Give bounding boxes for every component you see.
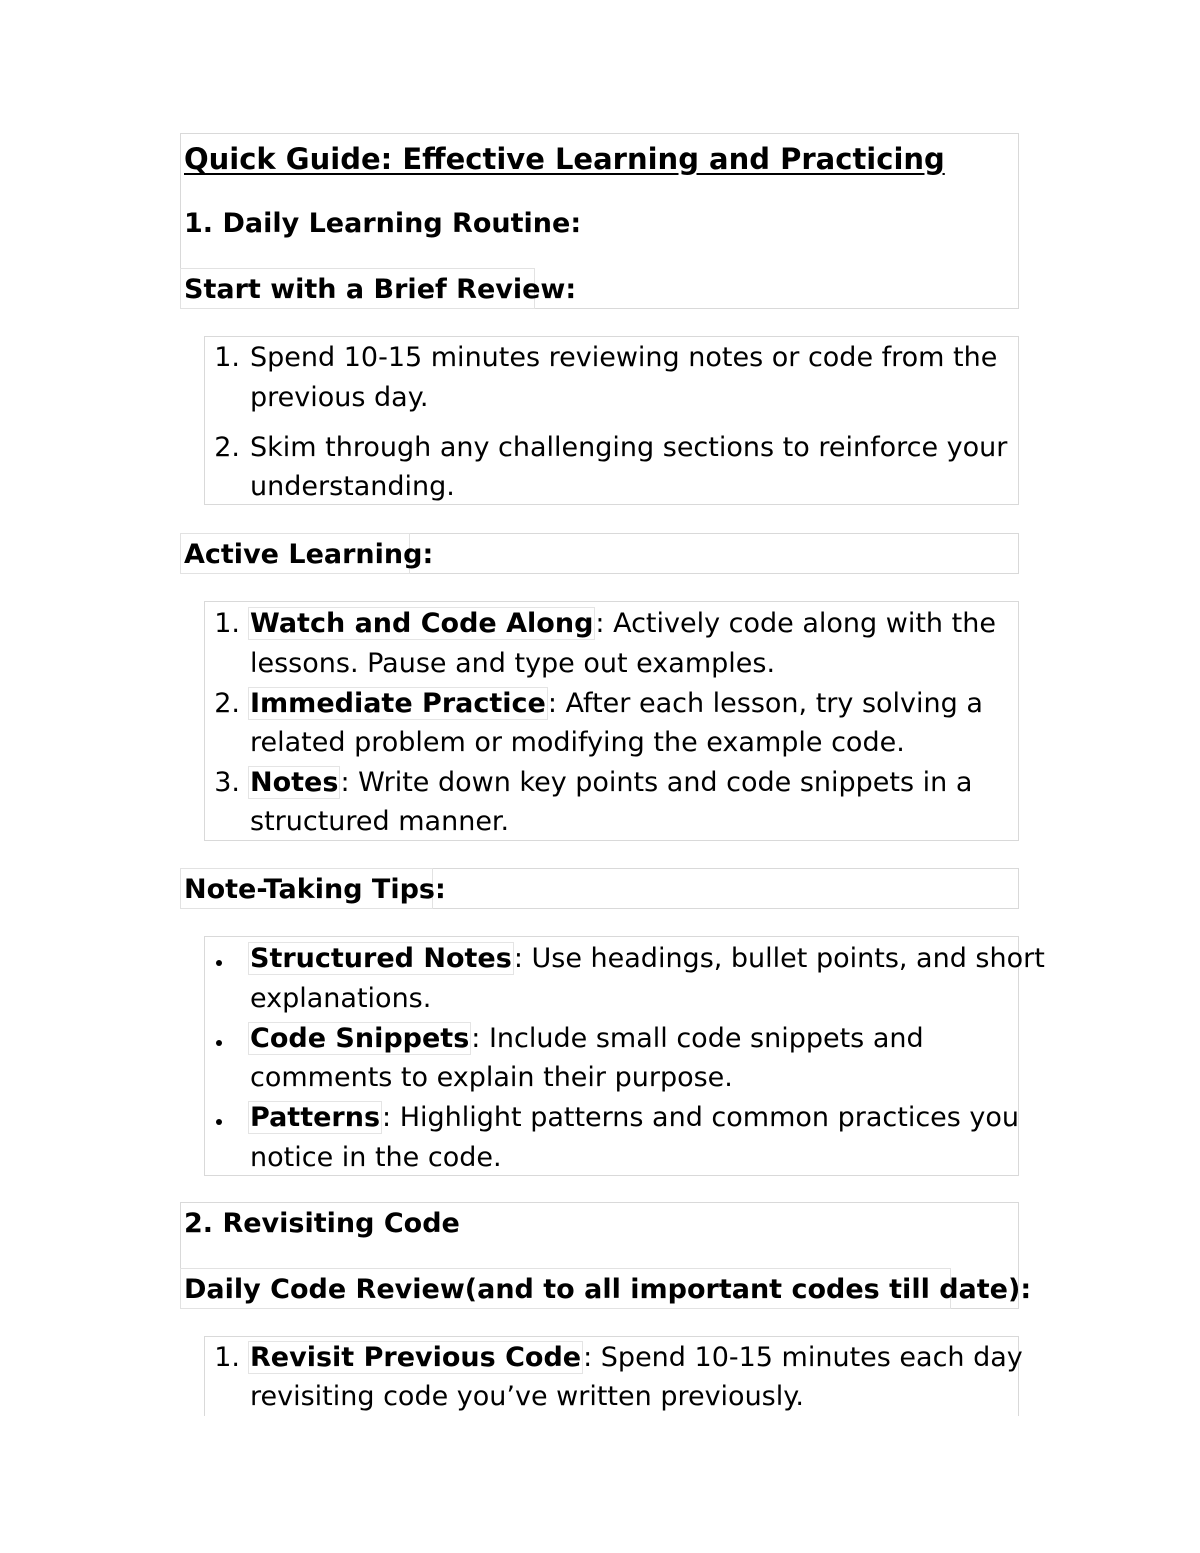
list-number: 2. [214,688,240,719]
bullet-icon [216,1119,222,1125]
section2-heading: 2. Revisiting Code [184,1208,460,1239]
list-item-term: Code Snippets [250,1023,470,1054]
list-item-text: : Write down key points and code snippets in a [340,767,973,798]
list-item-term: Structured Notes [250,943,512,974]
list-number: 1. [214,608,240,639]
list-item-text: explanations. [250,983,432,1014]
list-item-text: Spend 10-15 minutes reviewing notes or code from the [250,342,998,373]
list-item-term: Immediate Practice [250,688,546,719]
list-item-term: Watch and Code Along [250,608,594,639]
bullet-icon [216,960,222,966]
list-number: 1. [214,1342,240,1373]
code-review-subheading: Daily Code Review(and to all important codes till date): [184,1274,1032,1305]
list-item-text: : Use headings, bullet points, and short [513,943,1045,974]
list-item-text: : Include small code snippets and [471,1023,924,1054]
list-item-text: : Highlight patterns and common practices you [382,1102,1020,1133]
list-item-text: structured manner. [250,806,510,837]
list-number: 2. [214,432,240,463]
list-item [250,765,972,801]
note-taking-heading: Note-Taking Tips: [184,874,446,905]
list-item-text: related problem or modifying the example code. [250,727,905,758]
list-item [250,686,983,722]
list-item-text: understanding. [250,471,455,502]
review-subheading: Start with a Brief Review: [184,274,577,305]
list-item-text: lessons. Pause and type out examples. [250,648,776,679]
list-item-text: comments to explain their purpose. [250,1062,733,1093]
list-item [250,1340,1023,1376]
list-item-text: : Actively code along with the [595,608,996,639]
list-item-term: Revisit Previous Code [250,1342,582,1373]
list-item-term: Notes [250,767,339,798]
document-title: Quick Guide: Effective Learning and Practicing [184,142,945,176]
list-item [250,941,1045,977]
section1-heading: 1. Daily Learning Routine: [184,208,582,239]
list-item-text: notice in the code. [250,1142,502,1173]
active-learning-heading: Active Learning: [184,539,434,570]
list-item-term: Patterns [250,1102,381,1133]
list-item-text: Skim through any challenging sections to reinforce your [250,432,1008,463]
list-item [250,1021,924,1057]
list-item-text: : After each lesson, try solving a [547,688,983,719]
list-number: 1. [214,342,240,373]
list-item-text: : Spend 10-15 minutes each day [583,1342,1023,1373]
list-item [250,606,996,642]
bullet-icon [216,1040,222,1046]
list-number: 3. [214,767,240,798]
list-item [250,1100,1019,1136]
list-item-text: revisiting code you’ve written previously. [250,1381,804,1412]
list-item-text: previous day. [250,382,429,413]
